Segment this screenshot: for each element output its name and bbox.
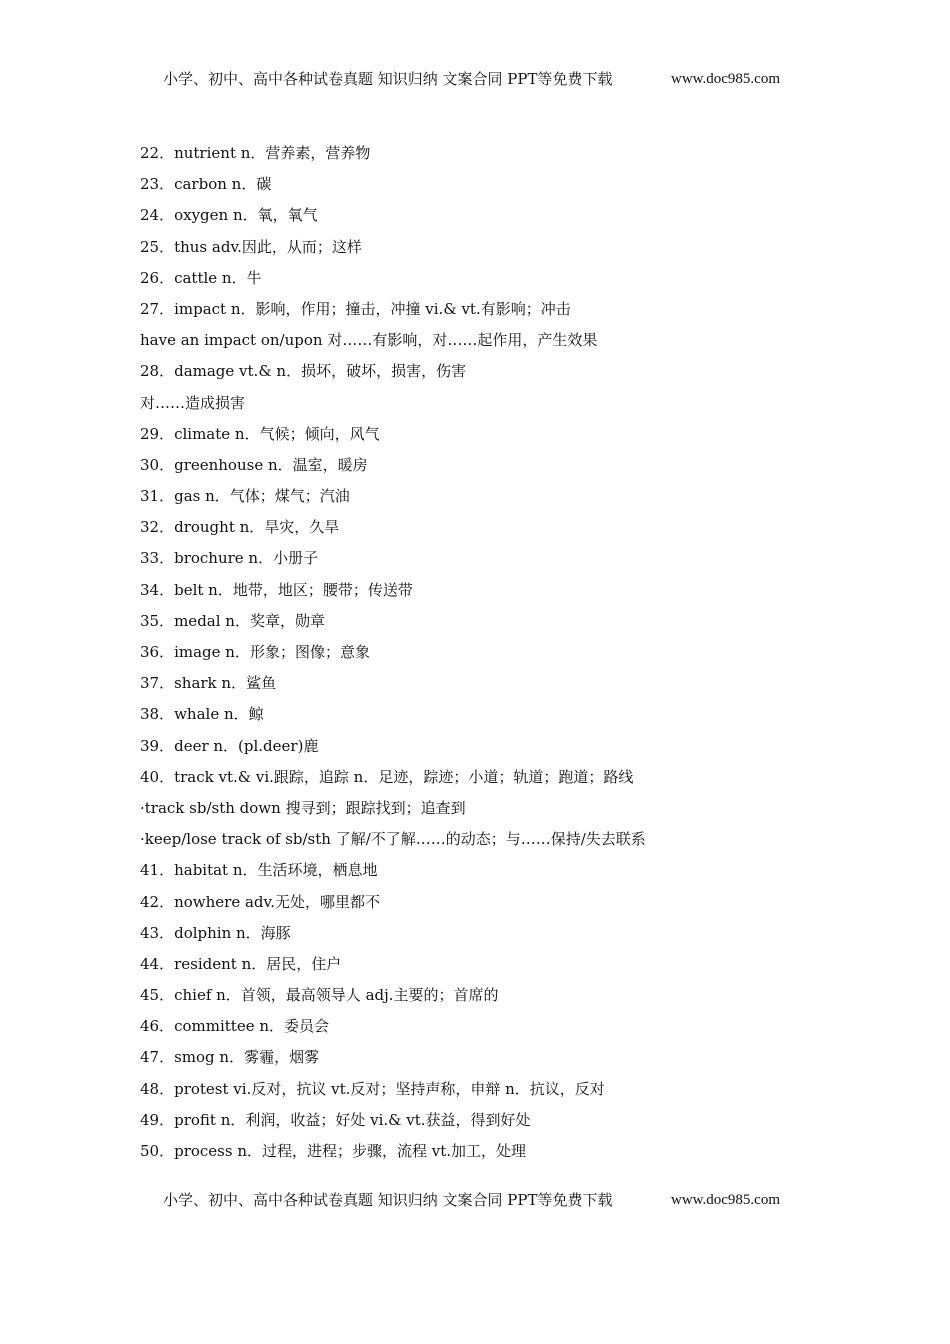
vocab-entry: 48．protest vi.反对，抗议 vt.反对；坚持声称，申辩 n．抗议，反对 — [140, 1079, 605, 1098]
vocab-entry: 24．oxygen n．氧，氧气 — [140, 206, 318, 225]
vocab-entry: 28．damage vt.& n．损坏，破坏，损害，伤害 — [140, 362, 467, 381]
vocab-phrase: have an impact on/upon 对……有影响，对……起作用，产生效果 — [140, 331, 598, 350]
vocab-entry: 44．resident n．居民，住户 — [140, 954, 342, 973]
footer-website-link[interactable]: www.doc985.com — [671, 1192, 781, 1208]
vocab-entry: 33．brochure n．小册子 — [140, 549, 319, 568]
vocab-entry: 46．committee n．委员会 — [140, 1017, 330, 1036]
vocab-entry: 22．nutrient n．营养素，营养物 — [140, 144, 371, 162]
vocab-entry: 34．belt n．地带，地区；腰带；传送带 — [140, 580, 413, 599]
vocab-entry: 40．track vt.& vi.跟踪，追踪 n．足迹，踪迹；小道；轨道；跑道；路线 — [140, 767, 634, 786]
vocab-entry: 35．medal n．奖章，勋章 — [140, 611, 325, 630]
vocab-entry: 25．thus adv.因此，从而；这样 — [140, 237, 362, 256]
vocab-entry: 32．drought n．旱灾，久旱 — [140, 518, 340, 537]
vocab-entry: 36．image n．形象；图像；意象 — [140, 643, 370, 661]
vocab-entry: 31．gas n．气体；煤气；汽油 — [140, 487, 350, 506]
vocab-phrase: ·track sb/sth down 搜寻到；跟踪找到；追查到 — [140, 798, 466, 817]
vocab-entry: 26．cattle n．牛 — [140, 268, 262, 287]
vocab-entry: 30．greenhouse n．温室，暖房 — [140, 455, 368, 474]
vocab-entry: 41．habitat n．生活环境，栖息地 — [140, 861, 378, 880]
vocab-entry: 37．shark n．鲨鱼 — [140, 674, 277, 693]
vocabulary-list — [140, 138, 900, 1167]
vocab-entry: 49．profit n．利润，收益；好处 vi.& vt.获益，得到好处 — [140, 1110, 531, 1129]
vocab-entry: 29．climate n．气候；倾向，风气 — [140, 424, 380, 443]
footer-promo-text: 小学、初中、高中各种试卷真题 知识归纳 文案合同 PPT等免费下载 — [163, 1191, 613, 1209]
vocab-entry: 38．whale n．鲸 — [140, 705, 264, 724]
vocab-phrase: 对……造成损害 — [140, 393, 246, 412]
vocab-entry: 39．deer n．(pl.deer)鹿 — [140, 736, 319, 755]
vocab-entry: 43．dolphin n．海豚 — [140, 923, 291, 942]
vocab-entry: 23．carbon n．碳 — [140, 175, 272, 194]
vocab-entry: 47．smog n．雾霾，烟雾 — [140, 1048, 320, 1067]
header-promo-text: 小学、初中、高中各种试卷真题 知识归纳 文案合同 PPT等免费下载 — [163, 70, 613, 88]
vocab-entry: 45．chief n．首领，最高领导人 adj.主要的；首席的 — [140, 986, 499, 1005]
header-website-link[interactable]: www.doc985.com — [671, 71, 781, 87]
vocab-entry: 42．nowhere adv.无处，哪里都不 — [140, 892, 380, 911]
vocab-entry: 27．impact n．影响，作用；撞击，冲撞 vi.& vt.有影响；冲击 — [140, 299, 571, 318]
vocab-entry: 50．process n．过程，进程；步骤，流程 vt.加工，处理 — [140, 1142, 527, 1160]
vocab-phrase: ·keep/lose track of sb/sth 了解/不了解……的动态；与……保持/失去联系 — [140, 830, 646, 849]
